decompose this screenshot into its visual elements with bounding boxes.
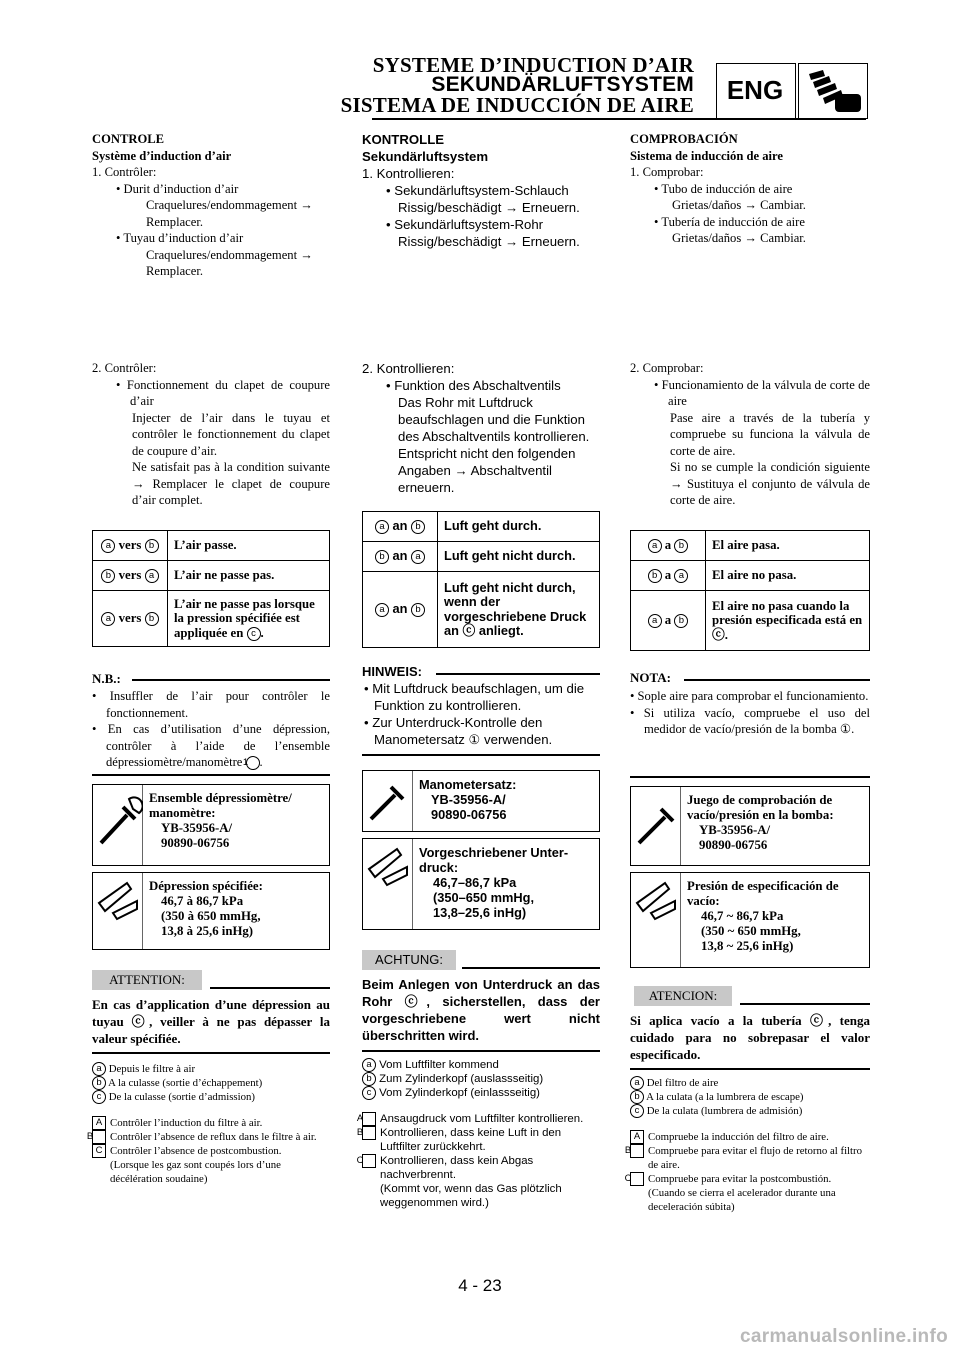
de-heading: KONTROLLE [362, 132, 445, 147]
table-row: a an b Luft geht durch. [363, 512, 600, 542]
fr-bullet1a: Craquelures/endommagement → [146, 198, 313, 212]
table-row: a vers b L’air ne passe pas lorsque la pression spécifiée est appliquée en c . [93, 591, 330, 647]
es-subheading: Sistema de inducción de aire [630, 148, 783, 163]
de-bullet2a: Rissig/beschädigt → Erneuern. [398, 234, 580, 249]
fr-attention-rule [210, 987, 330, 989]
es-check2-section [630, 360, 870, 509]
de-note-rule [436, 673, 600, 675]
fr-tool-text: Ensemble dépressiomètre/ manomètre: YB-35956-A/ 90890-06756 [149, 791, 292, 850]
de-spec-box [362, 838, 600, 930]
fr-note-body [92, 688, 330, 771]
es-spec-text: Presión de especificación de vacío: 46,7 ~ 86,7 kPa (350 ~ 650 mmHg, 13,8 ~ 25,6 inHg) [687, 879, 839, 953]
de-bullet1: • Sekundärluftsystem-Schlauch [386, 183, 569, 198]
de-c1: • Funktion des Abschaltventils [386, 378, 561, 393]
de-attention-end-rule [362, 1050, 600, 1052]
es-c1a: Pase aire a través de la tubería y compruebe su funciona la válvula de corte de aire. [670, 410, 870, 458]
de-note2: • Zur Unterdruck-Kontrolle den Manometersatz ① verwenden. [364, 715, 553, 747]
es-note2: • Si utiliza vacío, compruebe el uso del medidor de vacío/presión de la bomba ①. [630, 705, 870, 736]
watermark: carmanualsonline.info [740, 1326, 948, 1347]
de-spec-text: Vorgeschriebener Unter- druck: 46,7–86,7 kPa (350–650 mmHg, 13,8–25,6 inHg) [419, 845, 569, 920]
de-note-heading: HINWEIS: [362, 664, 422, 679]
wrench-icon [363, 771, 413, 831]
es-airflow-table [630, 530, 870, 651]
de-c1b: Entspricht nicht den folgenden Angaben → Abschaltventil erneuern. [398, 446, 576, 495]
title-es: SISTEMA DE INDUCCIÓN DE AIRE [340, 93, 694, 117]
fr-spec-box [92, 872, 330, 950]
de-item1: 1. Kontrollieren: [362, 166, 455, 181]
fr-bullet1: • Durit d’induction d’air [116, 181, 239, 196]
es-c1: • Funcionamiento de la válvula de corte de aire [654, 377, 870, 408]
es-note1: • Sople aire para comprobar el funcionamiento. [630, 689, 869, 703]
de-check2-section [362, 360, 600, 496]
fr-check2-section [92, 360, 330, 509]
de-item2: 2. Kontrollieren: [362, 361, 455, 376]
table-row: a vers b L’air passe. [93, 531, 330, 561]
spec-icon [363, 839, 413, 929]
spec-icon [631, 873, 681, 967]
fr-note2: • En cas d’utilisation d’une dépression, contrôler à l’aide de l’ensemble dépressiomètre/manomètre 1 . [92, 722, 330, 769]
fr-check-section [92, 131, 332, 280]
de-attention-label: ACHTUNG: [362, 950, 456, 970]
es-item2: 2. Comprobar: [630, 361, 704, 375]
fr-attention-end-rule [92, 1052, 330, 1054]
es-note-rule [684, 679, 870, 681]
es-note-body [630, 688, 870, 738]
table-row: a a b El aire no pasa cuando la presión especificada está en ⓒ. [631, 591, 870, 651]
de-note-end-rule [362, 754, 600, 756]
es-note-end-rule [630, 776, 870, 778]
fr-note-rule [132, 679, 330, 681]
fr-attention-label: ATTENTION: [92, 970, 202, 990]
fr-heading: CONTROLE [92, 132, 165, 146]
fr-c1: • Fonctionnement du clapet de coupure d’air [116, 377, 330, 408]
fr-tool-box [92, 784, 330, 866]
wrench-icon [631, 787, 681, 865]
fr-bullet1b: Remplacer. [146, 214, 203, 229]
es-attention-text: Si aplica vacío a la tubería ⓒ, tenga cuidado para no sobrepasar el valor especificado. [630, 1013, 870, 1062]
title-fr: SYSTEME D’INDUCTION D’AIR [372, 53, 694, 77]
de-airflow-table [362, 511, 600, 648]
de-c1a: Das Rohr mit Luftdruck beaufschlagen und die Funktion des Abschaltventils kontrollieren. [398, 395, 590, 444]
es-note-heading: NOTA: [630, 670, 671, 685]
de-attention-rule [462, 967, 600, 969]
fr-bullet2: • Tuyau d’induction d’air [116, 231, 244, 245]
fr-spec-text: Dépression spécifiée: 46,7 à 86,7 kPa (350 à 650 mmHg, 13,8 à 25,6 inHg) [149, 879, 263, 938]
de-note1: • Mit Luftdruck beaufschlagen, um die Funktion zu kontrollieren. [364, 681, 585, 713]
table-row: b a a El aire no pasa. [631, 561, 870, 591]
table-row: b vers a L’air ne passe pas. [93, 561, 330, 591]
es-attention-end-rule [630, 1068, 870, 1070]
es-tool-text: Juego de comprobación de vacío/presión en la bomba: YB-35956-A/ 90890-06756 [687, 793, 834, 852]
de-subheading: Sekundärluftsystem [362, 149, 489, 164]
es-check-section [630, 131, 870, 247]
fr-c1b: Ne satisfait pas à la condition suivante → Remplacer le clapet de coupure d’air complet. [132, 460, 330, 507]
es-legend: a Del filtro de aire b A la culata (a la lumbrera de escape) c De la culata (lumbrera de admisión) A Compruebe la inducción del filtro de aire. B Compruebe para evitar el flujo de retorno al filtro de aire. C Compruebe para evitar la postcombustión. (Cuando se cierra el acelerador durante una deceleración súbita) [624, 1077, 863, 1213]
es-bullet1: • Tubo de inducción de aire [654, 181, 793, 196]
de-check-section [362, 131, 602, 250]
fr-item1: 1. Contrôler: [92, 165, 157, 179]
title-de: SEKUNDÄRLUFTSYSTEM [431, 73, 694, 96]
table-row: a an b Luft geht nicht durch, wenn der vorgeschriebene Druck an ⓒ anliegt. [363, 572, 600, 648]
engine-icon [798, 63, 868, 119]
fr-note-end-rule [92, 774, 330, 776]
es-attention-rule [740, 1003, 870, 1005]
fr-legend: a Depuis le filtre à air b A la culasse (sortie d’échappement) c De la culasse (sortie d’admission) A Contrôler l’induction du filtre à air. B Contrôler l’absence de reflux dans le filtre à air. C Contrôler l’absence de postcombustion. (Lorsque les gaz sont coupés lors d’une décélération soudaine) [86, 1063, 317, 1185]
es-bullet2: • Tubería de inducción de aire [654, 214, 805, 229]
table-row: b an a Luft geht nicht durch. [363, 542, 600, 572]
fr-note-heading: N.B.: [92, 671, 121, 686]
fr-subheading: Système d’induction d’air [92, 148, 232, 163]
de-bullet2: • Sekundärluftsystem-Rohr [386, 217, 544, 232]
fr-item2: 2. Contrôler: [92, 361, 157, 375]
de-tool-box [362, 770, 600, 832]
wrench-icon [93, 785, 143, 865]
es-heading: COMPROBACIÓN [630, 132, 738, 146]
es-attention-label: ATENCION: [634, 986, 732, 1006]
es-bullet2a: Grietas/daños → Cambiar. [672, 231, 806, 245]
de-note-body [362, 680, 600, 748]
fr-attention-text: En cas d’application d’une dépression au tuyau ⓒ, veiller à ne pas dépasser la valeur spécifiée. [92, 997, 330, 1046]
es-bullet1a: Grietas/daños → Cambiar. [672, 198, 806, 212]
es-tool-box [630, 786, 870, 866]
spec-icon [93, 873, 143, 949]
de-attention-text: Beim Anlegen von Unterdruck an das Rohr ⓒ, sicherstellen, dass der vorgeschriebene wert nicht überschritten wird. [362, 977, 600, 1043]
es-spec-box [630, 872, 870, 968]
fr-note1: • Insuffler de l’air pour contrôler le fonctionnement. [92, 689, 330, 720]
de-bullet1a: Rissig/beschädigt → Erneuern. [398, 200, 580, 215]
table-row: a a b El aire pasa. [631, 531, 870, 561]
es-c1b: Si no se cumple la condición siguiente → Sustituya el conjunto de válvula de corte de aire. [670, 460, 870, 507]
eng-badge-label: ENG [726, 75, 784, 105]
page-number: 4 - 23 [458, 1276, 502, 1295]
es-item1: 1. Comprobar: [630, 165, 704, 179]
fr-c1a: Injecter de l’air dans le tuyau et contrôler le fonctionnement du clapet de coupure d’air. [132, 410, 330, 458]
de-tool-text: Manometersatz: YB-35956-A/ 90890-06756 [419, 777, 517, 822]
fr-airflow-table [92, 530, 330, 647]
fr-bullet2a: Craquelures/endommagement → [146, 247, 313, 262]
fr-bullet2b: Remplacer. [146, 264, 203, 278]
de-legend: a Vom Luftfilter kommend b Zum Zylinderkopf (auslassseitig) c Vom Zylinderkopf (einlassseitig) A Ansaugdruck vom Luftfilter kontrollieren. B Kontrollieren, dass keine Luft in den Luftfilter zurückkehrt. C Kontrollieren, dass kein Abgas nachverbrennt. (Kommt vor, wenn das Gas plötzlich weggenommen wird.) [356, 1059, 584, 1209]
